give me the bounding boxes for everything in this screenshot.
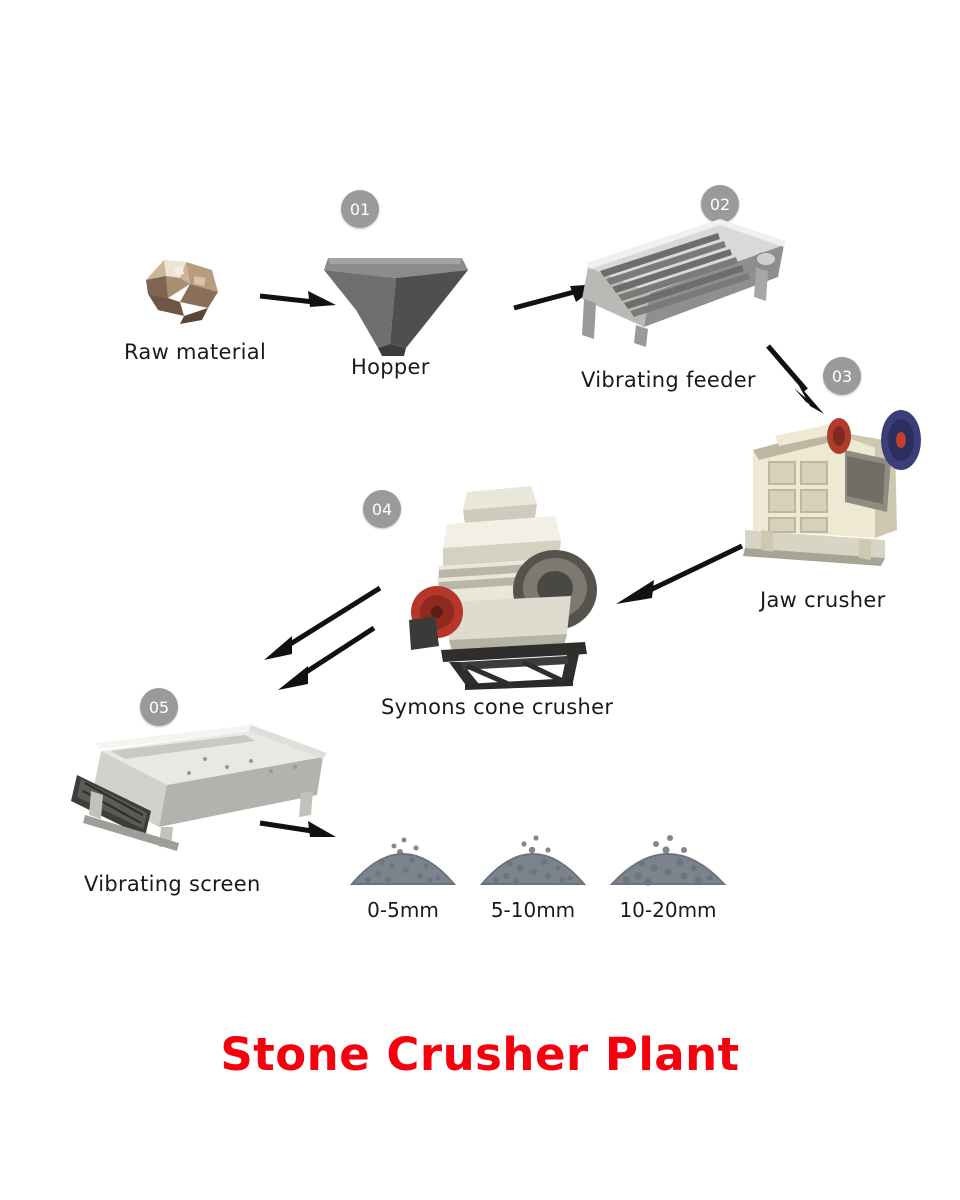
product-label-5-10mm: 5-10mm [490, 898, 576, 922]
vibrating-feeder-label: Vibrating feeder [581, 368, 756, 392]
hopper-label: Hopper [351, 355, 430, 379]
step-badge-03-text: 03 [831, 366, 853, 386]
product-label-0-5mm: 0-5mm [367, 898, 439, 922]
jaw-crusher-label: Jaw crusher [760, 588, 886, 612]
raw-material-label: Raw material [124, 340, 267, 364]
page-title: Stone Crusher Plant [220, 1028, 740, 1081]
symons-cone-crusher-label: Symons cone crusher [381, 695, 614, 719]
product-pile-5-10mm-icon [478, 818, 588, 888]
jaw-crusher-icon [735, 390, 935, 580]
raw-material-rocks-icon [128, 240, 238, 330]
arrow-cone-crusher-to-screen [258, 580, 388, 710]
hopper-icon [320, 248, 470, 358]
product-label-10-20mm: 10-20mm [619, 898, 717, 922]
step-badge-02-text: 02 [709, 194, 731, 214]
product-pile-10-20mm-icon [608, 818, 728, 888]
step-badge-01 [341, 190, 379, 228]
vibrating-screen-label: Vibrating screen [84, 872, 261, 896]
step-badge-05-text: 05 [148, 697, 170, 717]
symons-cone-crusher-icon [395, 470, 625, 690]
arrow-screen-to-products [258, 815, 338, 845]
step-badge-04-text: 04 [371, 499, 393, 519]
step-badge-01-text: 01 [349, 199, 371, 219]
arrow-jaw-to-cone-crusher [608, 540, 748, 610]
vibrating-feeder-icon [570, 215, 790, 355]
product-pile-0-5mm-icon [348, 818, 458, 888]
